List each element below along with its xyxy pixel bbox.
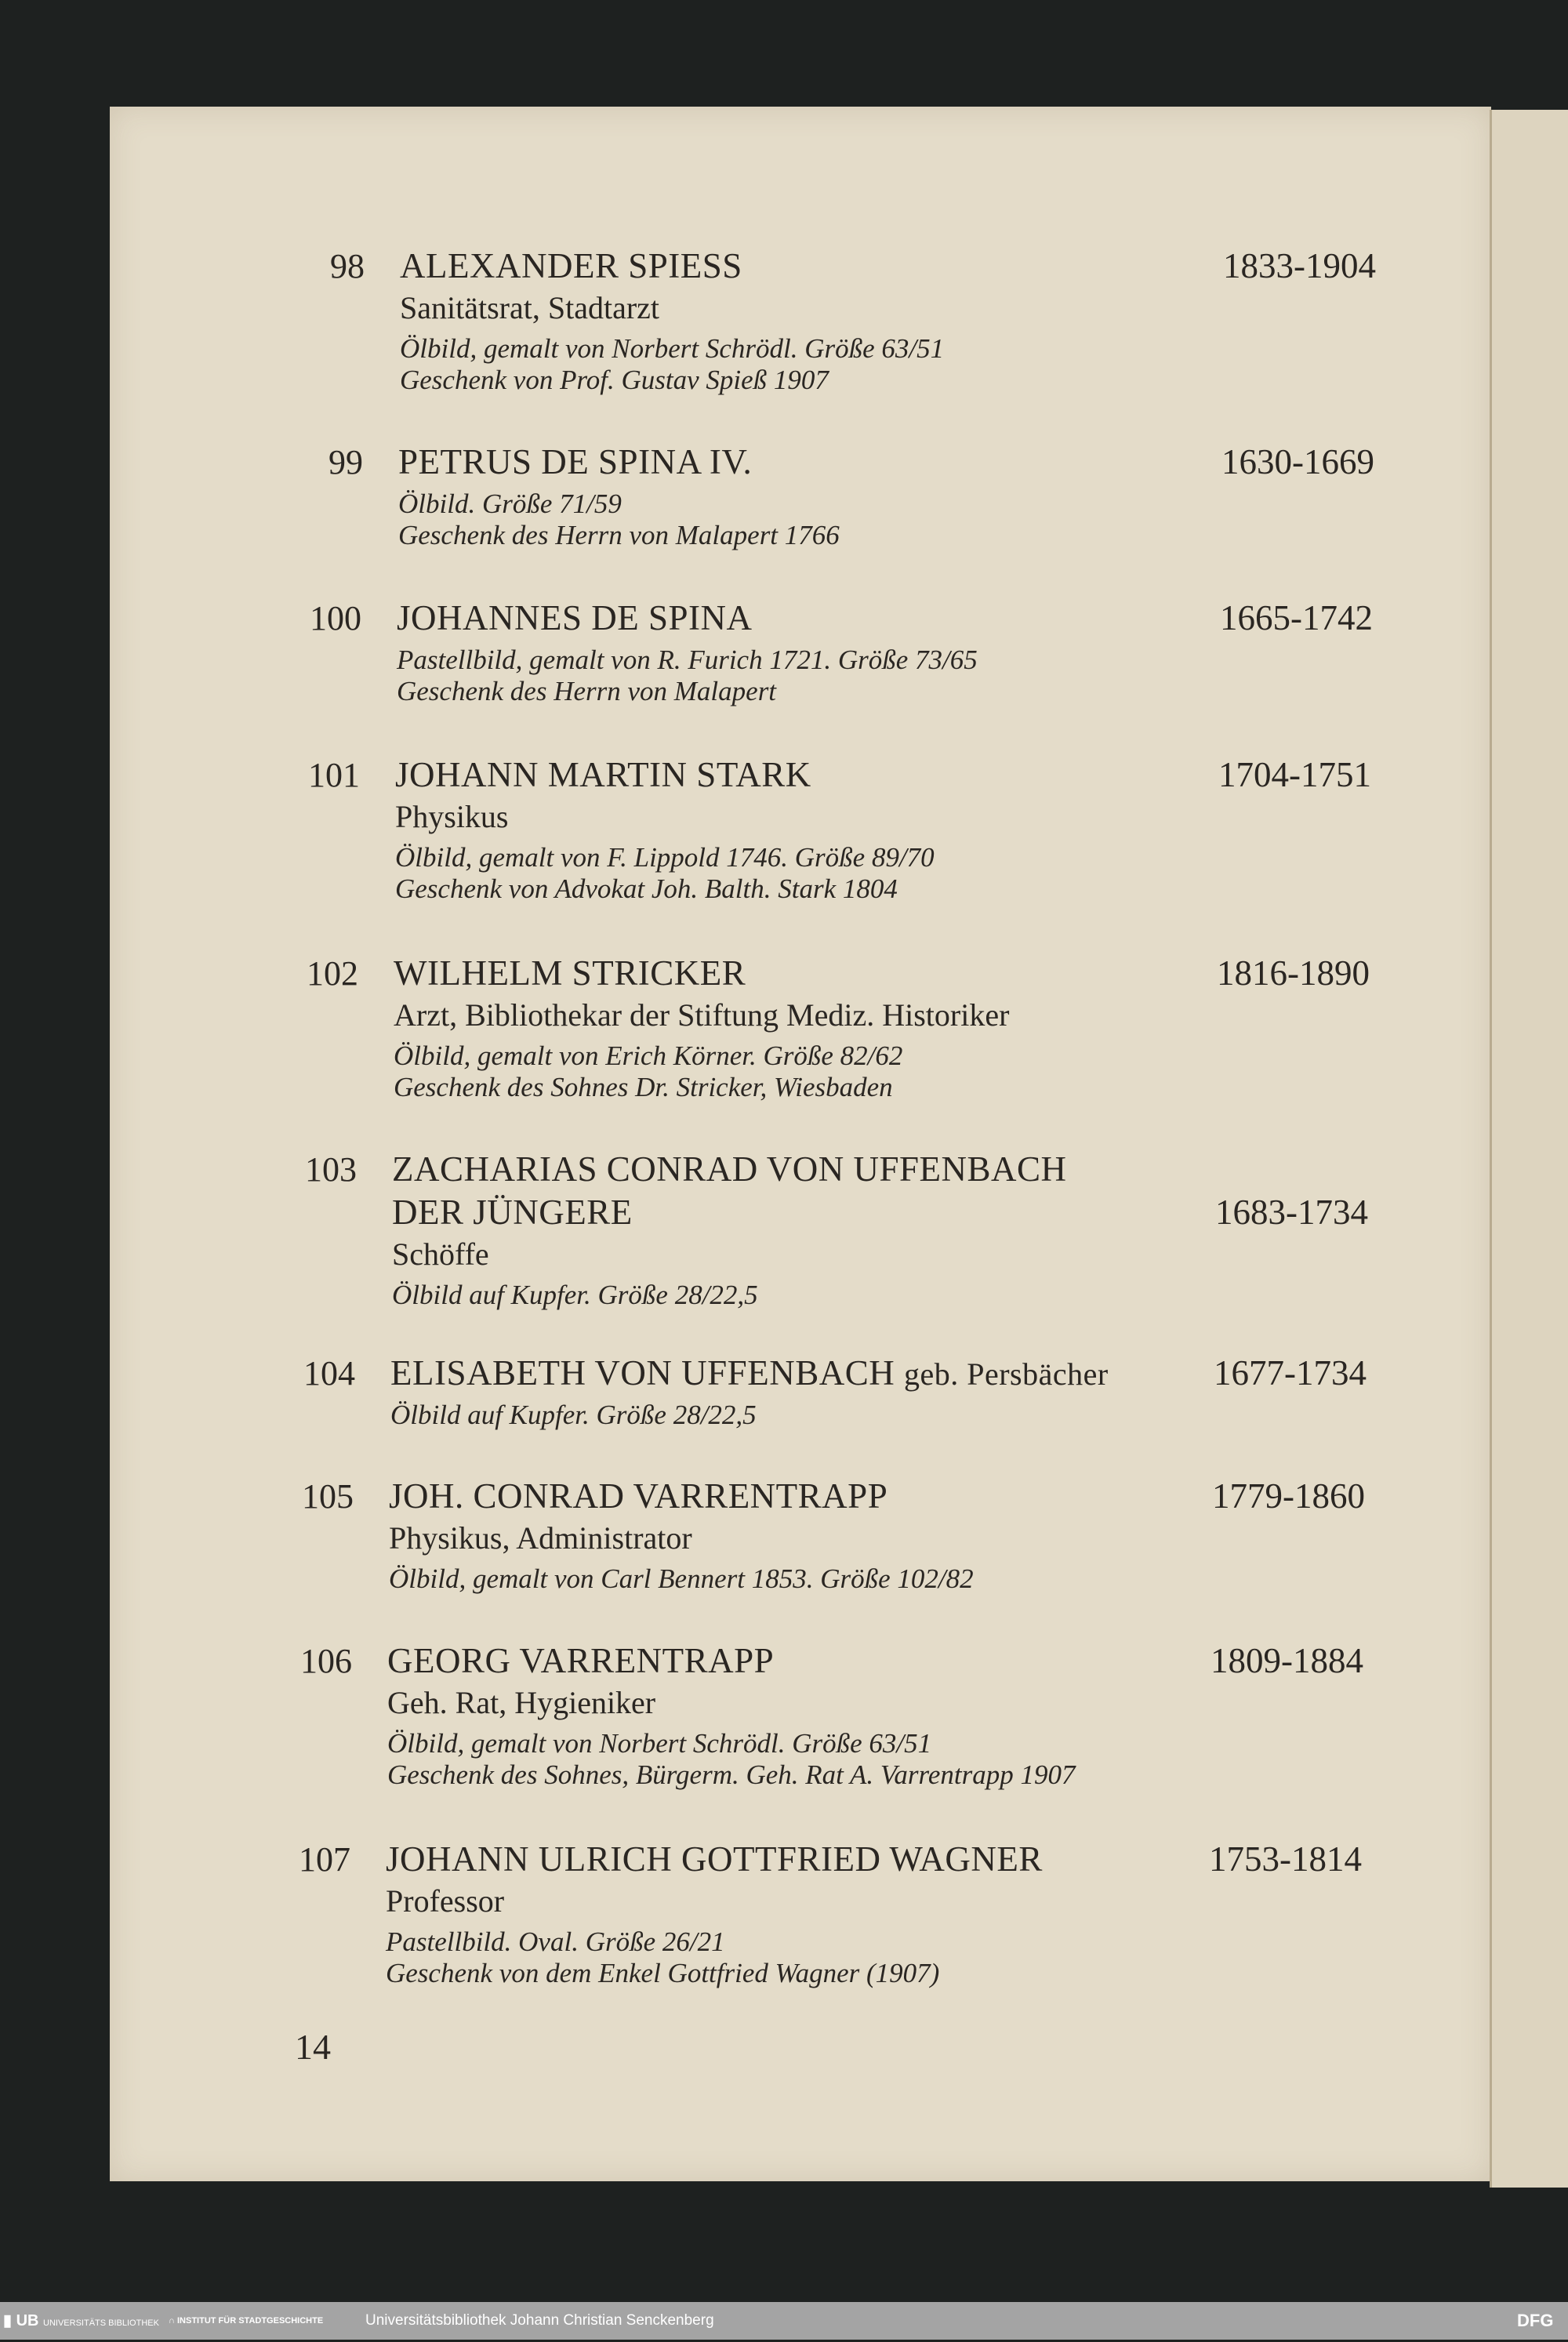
entry-detail: Ölbild. Größe 71/59 xyxy=(398,488,622,519)
entry-detail: Geschenk des Herrn von Malapert xyxy=(397,676,777,706)
entry-subtitle: Schöffe xyxy=(392,1236,489,1272)
entry-detail: Geschenk von Prof. Gustav Spieß 1907 xyxy=(400,365,829,395)
entry-detail: Ölbild auf Kupfer. Größe 28/22,5 xyxy=(390,1400,757,1430)
entry-dates: 1816-1890 xyxy=(1217,953,1370,993)
entry-number: 102 xyxy=(307,954,358,993)
entry-detail: Geschenk des Sohnes, Bürgerm. Geh. Rat A. Varrentrapp 1907 xyxy=(387,1759,1076,1790)
ub-logo: ▮ UB UNIVERSITÄTS BIBLIOTHEK xyxy=(3,2312,159,2329)
entry-subtitle: Geh. Rat, Hygieniker xyxy=(387,1685,656,1720)
entry-dates: 1704-1751 xyxy=(1218,755,1371,794)
entry-title: GEORG VARRENTRAPP xyxy=(387,1641,775,1680)
entry-dates: 1677-1734 xyxy=(1214,1353,1367,1392)
entry-number: 105 xyxy=(302,1477,354,1516)
entry-number: 106 xyxy=(300,1642,352,1680)
entry-number: 98 xyxy=(330,247,365,285)
entry-subtitle: Physikus, Administrator xyxy=(389,1520,692,1556)
entry-subtitle: Professor xyxy=(386,1883,505,1919)
entry-dates: 1779-1860 xyxy=(1212,1476,1365,1516)
entry-detail: Geschenk des Sohnes Dr. Stricker, Wiesbaden xyxy=(394,1072,893,1102)
library-name: Universitätsbibliothek Johann Christian Senckenberg xyxy=(365,2312,714,2329)
entry-dates: 1809-1884 xyxy=(1210,1641,1363,1680)
entry-number: 103 xyxy=(305,1150,357,1189)
entry-detail: Ölbild, gemalt von Norbert Schrödl. Größe 63/51 xyxy=(400,333,945,364)
entry-title: ALEXANDER SPIESS xyxy=(400,246,742,285)
entry-title: ZACHARIAS CONRAD VON UFFENBACH xyxy=(392,1149,1067,1189)
entry-dates: 1833-1904 xyxy=(1223,246,1376,285)
document-page xyxy=(110,107,1491,2181)
entry-title: WILHELM STRICKER xyxy=(394,953,746,993)
entry-title-line2: DER JÜNGERE xyxy=(392,1193,633,1232)
entry-title: PETRUS DE SPINA IV. xyxy=(398,442,753,481)
entry-detail: Pastellbild. Oval. Größe 26/21 xyxy=(386,1926,725,1957)
entry-detail: Ölbild, gemalt von Erich Körner. Größe 82/62 xyxy=(394,1040,903,1071)
isg-logo: ∩ INSTITUT FÜR STADTGESCHICHTE xyxy=(169,2316,324,2326)
entry-dates: 1630-1669 xyxy=(1221,442,1374,481)
adjacent-page-edge xyxy=(1490,110,1568,2188)
entry-detail: Geschenk von Advokat Joh. Balth. Stark 1804 xyxy=(395,873,898,904)
entry-number: 100 xyxy=(310,599,361,637)
entry-detail: Ölbild, gemalt von Carl Bennert 1853. Größe 102/82 xyxy=(389,1563,974,1594)
entry-subtitle: Physikus xyxy=(395,799,509,834)
entry-dates: 1683-1734 xyxy=(1215,1193,1368,1232)
entry-number: 107 xyxy=(299,1840,350,1879)
entry-subtitle: Sanitätsrat, Stadtarzt xyxy=(400,290,660,325)
dfg-logo: DFG xyxy=(1517,2311,1554,2330)
entry-subtitle: Arzt, Bibliothekar der Stiftung Mediz. Historiker xyxy=(394,997,1010,1033)
entry-title: ELISABETH VON UFFENBACH geb. Persbächer xyxy=(390,1353,1109,1392)
entry-detail: Pastellbild, gemalt von R. Furich 1721. Größe 73/65 xyxy=(397,645,978,675)
entry-number: 101 xyxy=(308,756,360,794)
entry-title: JOHANN ULRICH GOTTFRIED WAGNER xyxy=(386,1839,1043,1879)
entry-title: JOHANNES DE SPINA xyxy=(397,598,753,637)
entry-detail: Ölbild, gemalt von F. Lippold 1746. Größe 89/70 xyxy=(395,842,935,873)
entry-dates: 1665-1742 xyxy=(1220,598,1373,637)
entry-detail: Ölbild auf Kupfer. Größe 28/22,5 xyxy=(392,1280,758,1310)
page-number: 14 xyxy=(295,2027,331,2067)
entry-detail: Geschenk des Herrn von Malapert 1766 xyxy=(398,520,840,550)
entry-number: 104 xyxy=(303,1354,355,1392)
entry-title: JOHANN MARTIN STARK xyxy=(395,755,811,794)
footer-bar xyxy=(0,2302,1568,2340)
entry-dates: 1753-1814 xyxy=(1209,1839,1362,1879)
entry-detail: Ölbild, gemalt von Norbert Schrödl. Größe 63/51 xyxy=(387,1728,932,1759)
entry-title-suffix: geb. Persbächer xyxy=(903,1356,1109,1392)
entry-title: JOH. CONRAD VARRENTRAPP xyxy=(389,1476,888,1516)
entry-detail: Geschenk von dem Enkel Gottfried Wagner (1907) xyxy=(386,1958,940,1988)
entry-number: 99 xyxy=(328,443,363,481)
